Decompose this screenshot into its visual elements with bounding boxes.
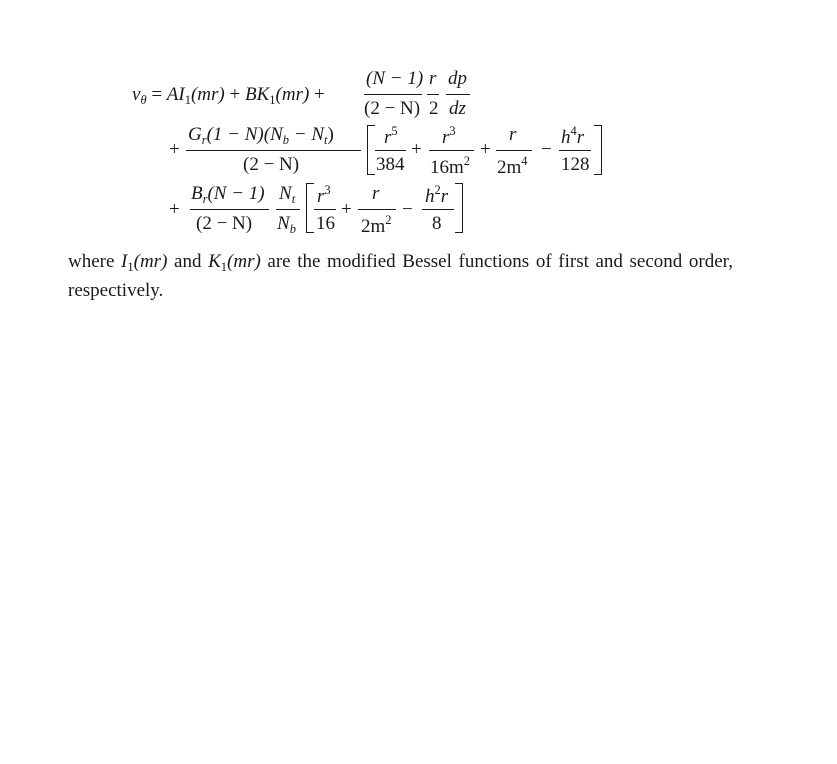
eq-line3-f1-den: 16 (316, 213, 335, 234)
eq-line1-frac3-den: dz (449, 98, 466, 119)
eq-line3-coef-num: $B_r(N - 1)$ (191, 183, 265, 206)
eq-line2-f3-bar (496, 150, 532, 151)
eq-line2-op2: + (480, 139, 491, 160)
eq-line1-lhs: $v_\theta = AI_1(mr) + BK_1(mr)$ + (132, 84, 325, 107)
eq-line2-op3: − (541, 139, 552, 160)
eq-line3-f1-num: $r^3$ (317, 183, 331, 207)
eq-line3-plus: + (169, 199, 180, 220)
body-paragraph: where $I_1(mr)$ and $K_1(mr)$ are the modified Bessel functions of first and second order, respectively. (68, 251, 733, 301)
eq-line2-f3-num: r (509, 124, 517, 145)
eq-line3-f2-den: $2m^2$ (361, 213, 392, 237)
eq-line3-ratio-bar (276, 209, 300, 210)
eq-line2-f1-num: $r^5$ (384, 124, 398, 148)
eq-line1-frac1-bar (364, 94, 422, 95)
para-text-1: where (68, 251, 122, 272)
eq-line1-frac1-den: (2 − N) (364, 98, 421, 119)
eq-line3-op1: + (341, 199, 352, 220)
eq-line3-left-bracket (306, 183, 314, 233)
bessel-k-symbol: K (208, 251, 221, 272)
eq-line3-f2-bar (358, 209, 396, 210)
eq-line1-frac2-den: 2 (429, 98, 439, 119)
eq-line1-frac2-num: r (429, 68, 437, 89)
eq-line1-frac2-bar (427, 94, 439, 95)
eq-line2-f2-bar (429, 150, 474, 151)
eq-line3-f3-bar (422, 209, 454, 210)
eq-line3-coef-bar (190, 209, 269, 210)
velocity-equation (0, 0, 837, 240)
eq-line2-plus: + (169, 139, 180, 160)
eq-line2-f3-den: $2m^4$ (497, 154, 528, 178)
eq-line1-frac1-num: (N − 1) (366, 68, 424, 89)
eq-line2-f2-num: $r^3$ (442, 124, 456, 148)
eq-line2-f4-num: $h^4r$ (561, 124, 585, 148)
eq-line1-frac3-bar (446, 94, 470, 95)
eq-line2-coef-num: $G_r(1 - N)(N_b - N_t)$ (188, 124, 334, 147)
eq-line3-op2: − (402, 199, 413, 220)
para-text-2: and (167, 251, 209, 272)
eq-line2-f1-den: 384 (376, 154, 405, 175)
eq-line3-f2-num: r (372, 183, 380, 204)
eq-line2-f1-bar (375, 150, 406, 151)
eq-line2-coef-den: (2 − N) (243, 154, 300, 175)
eq-line2-right-bracket (594, 125, 602, 175)
eq-line2-f4-bar (559, 150, 591, 151)
eq-line2-coef-bar (186, 150, 361, 151)
eq-line2-f4-den: 128 (561, 154, 590, 175)
eq-line2-left-bracket (367, 125, 375, 175)
eq-line3-f1-bar (314, 209, 336, 210)
eq-line3-right-bracket (455, 183, 463, 233)
eq-line3-f3-den: 8 (432, 213, 442, 234)
eq-line3-f3-num: $h^2r$ (425, 183, 449, 207)
eq-line2-f2-den: $16m^2$ (430, 154, 471, 178)
eq-line3-ratio-den: $N_b$ (277, 213, 296, 236)
eq-line3-coef-den: (2 − N) (196, 213, 253, 234)
eq-line3-ratio-num: $N_t$ (279, 183, 296, 206)
para-text-3: are the modified Bessel functions of first and second order, respectively. (68, 251, 733, 301)
eq-line2-op1: + (411, 139, 422, 160)
bessel-i-symbol: I (121, 251, 128, 272)
eq-line1-frac3-num: dp (448, 68, 467, 89)
